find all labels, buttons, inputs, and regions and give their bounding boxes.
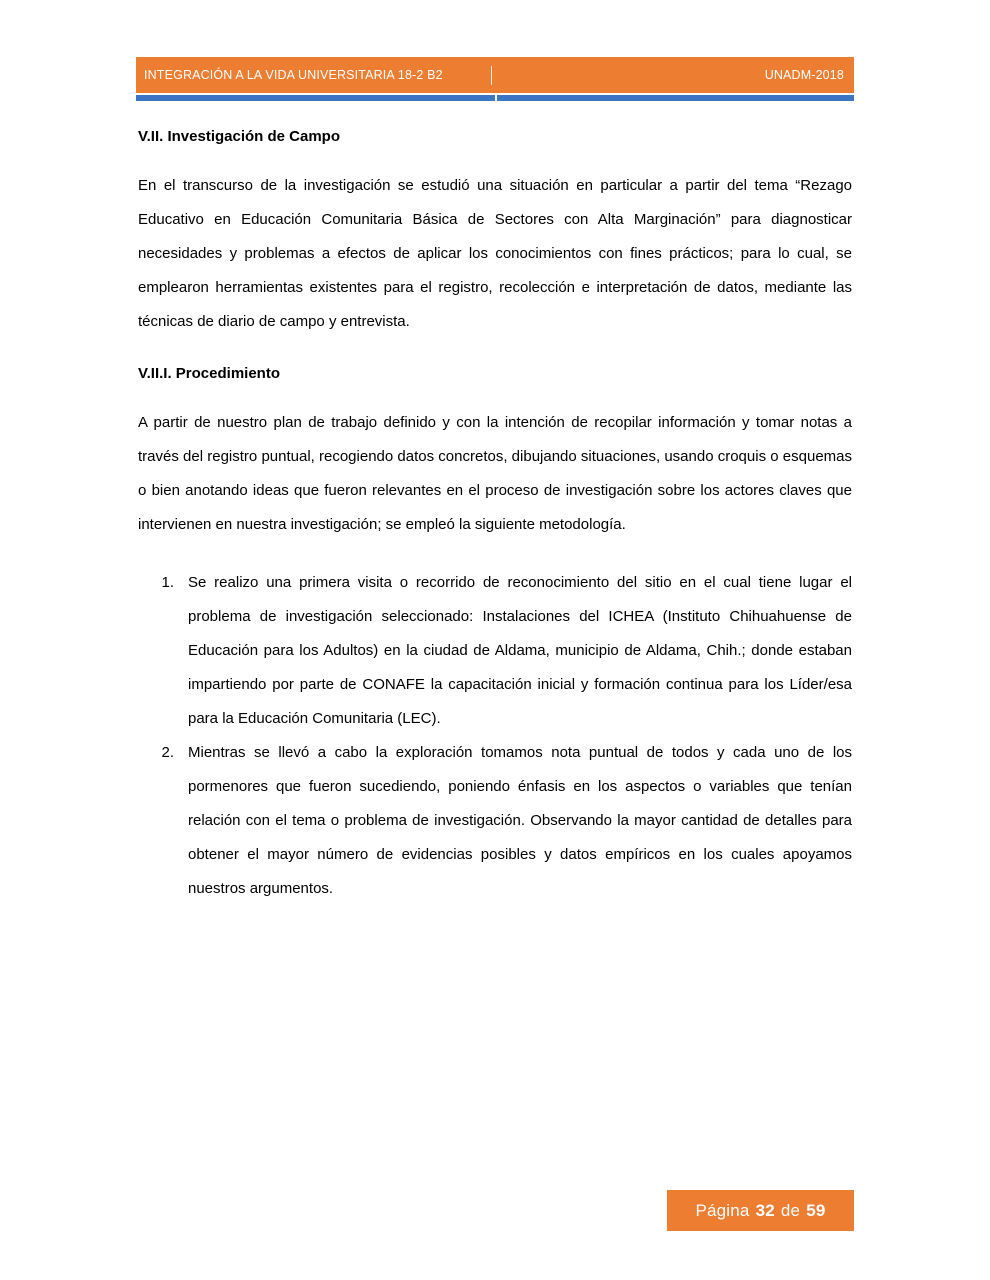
spacer <box>138 147 852 169</box>
page-total: 59 <box>806 1200 826 1220</box>
procedure-list <box>138 566 852 906</box>
header-course-title: INTEGRACIÓN A LA VIDA UNIVERSITARIA 18-2 B2 <box>144 68 443 82</box>
spacer <box>138 384 852 406</box>
page-header-band <box>136 57 854 93</box>
paragraph-investigacion-de-campo: En el transcurso de la investigación se estudió una situación en particular a partir del tema “Rezago Educativo en Educación Comunitaria Básica de Sectores con Alta Marginación” para diagnosticar necesidades y problemas a efectos de aplicar los conocimientos con fines prácticos; para lo cual, se emplearon herramientas existentes para el registro, recolección e interpretación de datos, mediante las técnicas de diario de campo y entrevista. <box>138 177 852 330</box>
section-heading-procedimiento: V.II.I. Procedimiento <box>138 365 280 382</box>
list-item: Se realizo una primera visita o recorrido de reconocimiento del sitio en el cual tiene lugar el problema de investigación seleccionado: Instalaciones del ICHEA (Instituto Chihuahuense de Educación para los Adultos) en la ciudad de Aldama, municipio de Aldama, Chih.; donde estaban impartiendo por parte de CONAFE la capacitación inicial y formación continua para los Líder/esa para la Educación Comunitaria (LEC). <box>188 574 852 727</box>
spacer <box>138 339 852 363</box>
section-heading-investigacion-de-campo: V.II. Investigación de Campo <box>138 128 341 145</box>
page-label: Página <box>695 1200 750 1220</box>
document-body <box>138 126 852 906</box>
header-institution-label: UNADM-2018 <box>764 68 844 82</box>
page-header-inner <box>136 57 854 93</box>
spacer <box>138 542 852 566</box>
page-number: 32 <box>755 1200 775 1220</box>
paragraph-procedimiento: A partir de nuestro plan de trabajo definido y con la intención de recopilar información y tomar notas a través del registro puntual, recogiendo datos concretos, dibujando situaciones, usando croquis o esquemas o bien anotando ideas que fueron relevantes en el proceso de investigación sobre los actores claves que intervienen en nuestra investigación; se empleó la siguiente metodología. <box>138 414 852 533</box>
page-number-badge <box>667 1190 854 1231</box>
header-rule-tick <box>495 93 497 103</box>
page-of-label: de <box>780 1200 801 1220</box>
list-item: Mientras se llevó a cabo la exploración tomamos nota puntual de todos y cada uno de los pormenores que fueron sucediendo, poniendo énfasis en los aspectos o variables que tenían relación con el tema o problema de investigación. Observando la mayor cantidad de detalles para obtener el mayor número de evidencias posibles y datos empíricos en los cuales apoyamos nuestros argumentos. <box>188 744 852 897</box>
header-divider <box>491 66 492 85</box>
